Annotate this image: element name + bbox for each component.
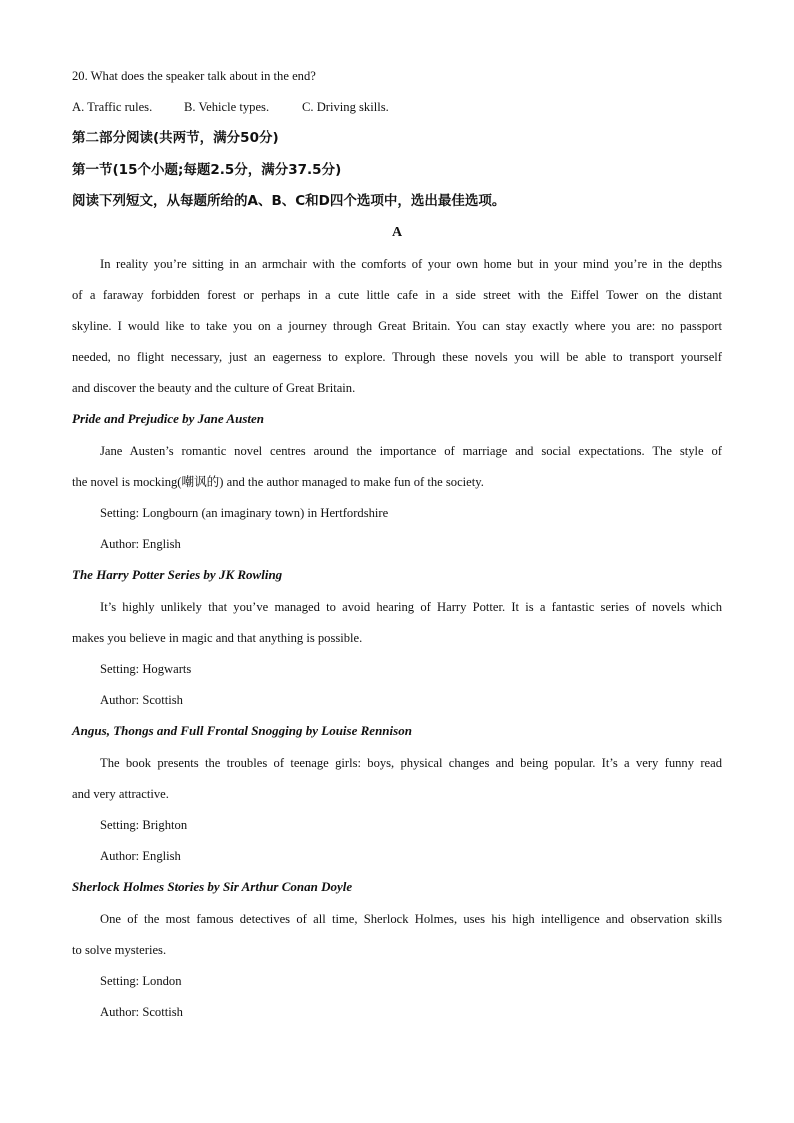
book-description: Jane Austen’s romantic novel centres around the importance of marriage and social expectations. The style of [100, 444, 722, 458]
section-1-heading: 第一节(15个小题;每题2.5分，满分37.5分) [72, 162, 342, 178]
book-author: Author: Scottish [100, 1005, 183, 1019]
book-description: makes you believe in magic and that anything is possible. [72, 631, 363, 645]
book-title: Angus, Thongs and Full Frontal Snogging by Louise Rennison [72, 723, 412, 738]
reading-instruction: 阅读下列短文，从每题所给的A、B、C和D四个选项中，选出最佳选项。 [72, 193, 506, 209]
option-a: A. Traffic rules. [72, 100, 153, 114]
book-description: One of the most famous detectives of all time, Sherlock Holmes, uses his high intelligence and observation skills [100, 912, 722, 926]
intro-line: of a faraway forbidden forest or perhaps in a cute little cafe in a side street with the Eiffel Tower on the distant [72, 288, 722, 302]
book-setting: Setting: Longbourn (an imaginary town) in Hertfordshire [100, 506, 389, 520]
book-title: Sherlock Holmes Stories by Sir Arthur Conan Doyle [72, 879, 353, 894]
book-setting: Setting: Brighton [100, 818, 188, 832]
intro-line: skyline. I would like to take you on a journey through Great Britain. You can stay exactly where you are: no passport [72, 319, 722, 333]
option-b: B. Vehicle types. [184, 100, 270, 114]
book-author: Author: English [100, 537, 181, 551]
part-2-heading: 第二部分阅读(共两节，满分50分) [72, 130, 279, 146]
book-description: and very attractive. [72, 787, 169, 801]
book-author: Author: Scottish [100, 693, 183, 707]
book-description: The book presents the troubles of teenage girls: boys, physical changes and being popular. It’s a very funny read [100, 756, 722, 770]
book-title: Pride and Prejudice by Jane Austen [72, 411, 264, 426]
book-setting: Setting: Hogwarts [100, 662, 192, 676]
book-description: to solve mysteries. [72, 943, 167, 957]
option-c: C. Driving skills. [302, 100, 389, 114]
intro-line: In reality you’re sitting in an armchair with the comforts of your own home but in your mind you’re in the depths [100, 257, 722, 271]
question-20-options [72, 99, 389, 115]
question-20-stem: 20. What does the speaker talk about in the end? [72, 69, 316, 83]
book-title: The Harry Potter Series by JK Rowling [72, 567, 283, 582]
book-description: the novel is mocking(嘲讽的) and the author managed to make fun of the society. [72, 475, 484, 489]
passage-label: A [391, 225, 403, 240]
book-description: It’s highly unlikely that you’ve managed to avoid hearing of Harry Potter. It is a fantastic series of novels which [100, 600, 722, 614]
book-setting: Setting: London [100, 974, 182, 988]
book-author: Author: English [100, 849, 181, 863]
intro-line: needed, no flight necessary, just an eagerness to explore. Through these novels you will be able to transport yourself [72, 350, 722, 364]
intro-line: and discover the beauty and the culture of Great Britain. [72, 381, 356, 395]
